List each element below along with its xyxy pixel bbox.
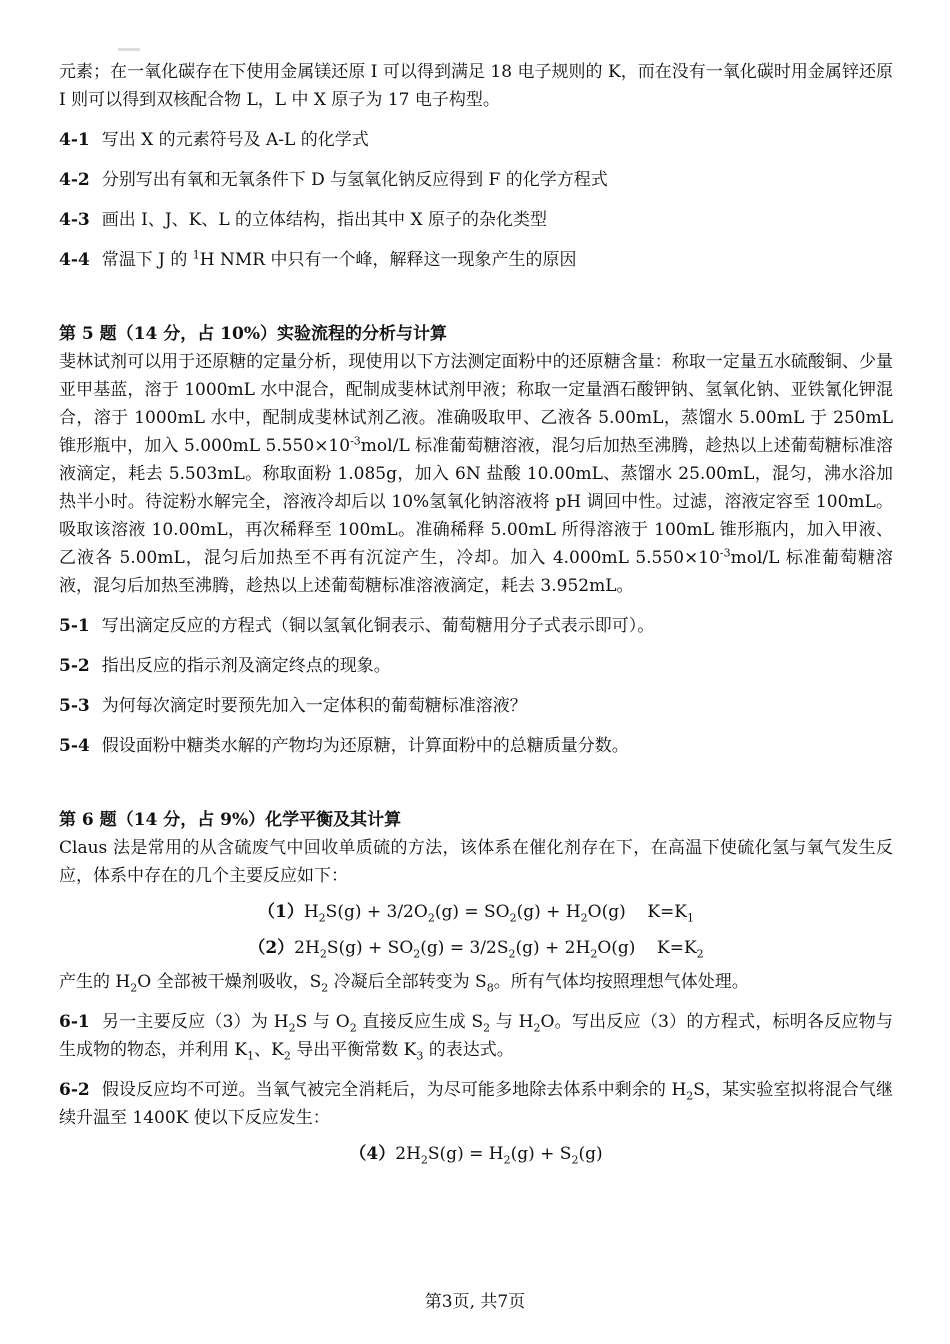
intro-paragraph: 元素；在一氧化碳存在下使用金属镁还原 I 可以得到满足 18 电子规则的 K，而在没有一氧化碳时用金属锌还原 I 则可以得到双核配合物 L，L 中 X 原子为 17 电子构型。 — [59, 62, 893, 110]
section-5-title: 第 5 题（14 分，占 10%）实验流程的分析与计算 — [59, 324, 447, 344]
question-5-2: 5-2 指出反应的指示剂及滴定终点的现象。 — [59, 656, 391, 676]
question-4-2: 4-2 分别写出有氧和无氧条件下 D 与氢氧化钠反应得到 F 的化学方程式 — [59, 170, 608, 190]
question-5-3: 5-3 为何每次滴定时要预先加入一定体积的葡萄糖标准溶液？ — [59, 696, 527, 716]
document-page — [59, 58, 893, 1172]
question-6-2: 6-2 假设反应均不可逆。当氧气被完全消耗后，为尽可能多地除去体系中剩余的 $H_2S$，某实验室拟将混合气继续升温至 1400K 使以下反应发生： — [59, 1080, 893, 1128]
question-4-1: 4-1 写出 X 的元素符号及 A-L 的化学式 — [59, 130, 369, 150]
question-6-1: 6-1 另一主要反应（3）为 $H_2S$ 与 $O_2$ 直接反应生成 $S_2$ 与 $H_2O$。写出反应（3）的方程式，标明各反应物与生成物的物态，并利用 $K_1$、$K_2$ 导出平衡常数 $K_3$ 的表达式。 — [59, 1012, 893, 1063]
page-footer: 第3页, 共7页 — [424, 1292, 526, 1312]
section-6-note: 产生的 $H_2O$ 全部被干燥剂吸收，$S_2$ 冷凝后全部转变为 $S_8$。所有气体均按照理想气体处理。 — [59, 972, 749, 995]
question-4-4: 4-4 常温下 J 的 $^1$H NMR 中只有一个峰，解释这一现象产生的原因 — [59, 248, 577, 270]
equation-1: $(1)H_2S(g) + 3/2O_2(g) = SO_2(g) + H_2O(g)$ $K=K_1$ — [258, 902, 694, 925]
question-5-4: 5-4 假设面粉中糖类水解的产物均为还原糖，计算面粉中的总糖质量分数。 — [59, 736, 629, 756]
section-6-title: 第 6 题（14 分，占 9%）化学平衡及其计算 — [59, 810, 402, 830]
question-4-3: 4-3 画出 I、J、K、L 的立体结构，指出其中 X 原子的杂化类型 — [59, 210, 547, 230]
equation-2: $(2)2H_2S(g) + SO_2(g) = 3/2S_2(g) + 2H_2O(g)$ $K=K_2$ — [248, 938, 704, 961]
question-5-1: 5-1 写出滴定反应的方程式（铜以氢氧化铜表示、葡萄糖用分子式表示即可）。 — [59, 616, 655, 636]
scan-mark — [118, 48, 140, 51]
section-5-body: 斐林试剂可以用于还原糖的定量分析，现使用以下方法测定面粉中的还原糖含量：称取一定量五水硫酸铜、少量亚甲基蓝，溶于 1000mL 水中混合，配制成斐林试剂甲液；称取一定量酒石酸钾钠、氢氧化钠、亚铁氰化钾混合，溶于 1000mL 水中，配制成斐林试剂乙液。准确吸取甲、乙液各 5.00mL，蒸馏水 5.00mL 于 250mL 锥形瓶中，加入 5.000mL $5.550\times 10^{-3}mol/L$ 标准葡萄糖溶液，混匀后加热至沸腾，趁热以上述葡萄糖标准溶液滴定，耗去 5.503mL。称取面粉 1.085g，加入 6N 盐酸 10.00mL、蒸馏水 25.00mL，混匀，沸水浴加热半小时。待淀粉水解完全，溶液冷却后以 10%氢氧化钠溶液将 pH 调回中性。过滤，溶液定容至 100mL。吸取该溶液 10.00mL，再次稀释至 100mL。准确稀释 5.00mL 所得溶液于 100mL 锥形瓶内，加入甲液、乙液各 5.00mL，混匀后加热至不再有沉淀产生，冷却。加入 4.000mL $5.550\times 10^{-3}mol/L$ 标准葡萄糖溶液，混匀后加热至沸腾，趁热以上述葡萄糖标准溶液滴定，耗去 3.952mL。 — [59, 352, 893, 596]
section-6-body: Claus 法是常用的从含硫废气中回收单质硫的方法，该体系在催化剂存在下，在高温下使硫化氢与氧气发生反应，体系中存在的几个主要反应如下： — [59, 838, 893, 886]
equation-4: $(4)2H_2S(g) = H_2(g) + S_2(g)$ — [349, 1144, 603, 1167]
